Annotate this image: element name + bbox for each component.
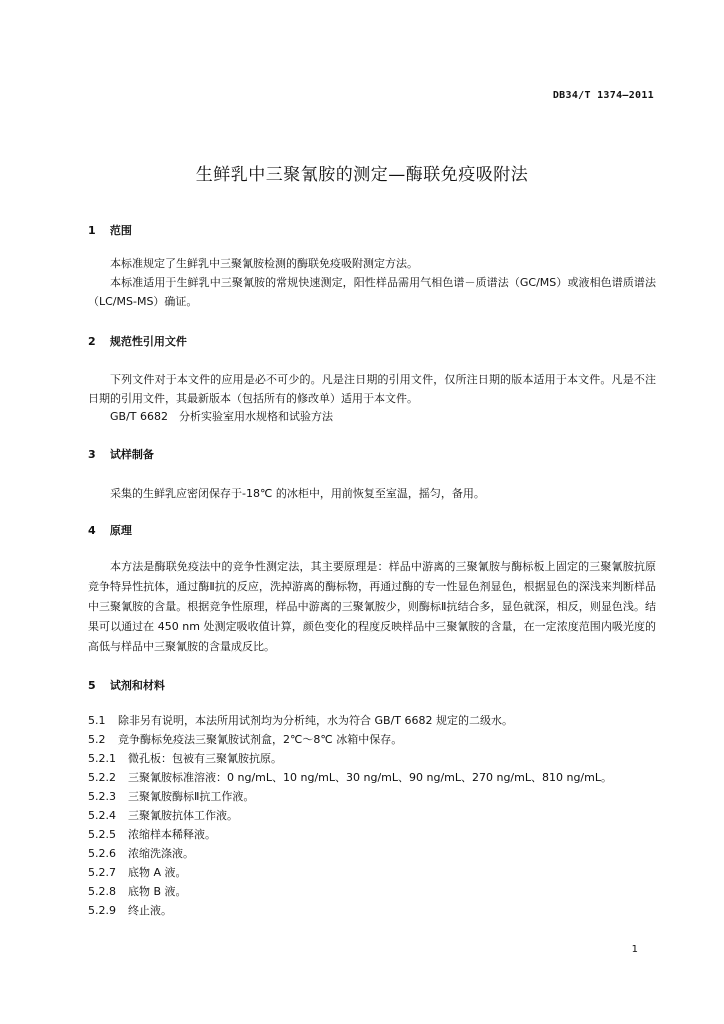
paragraph: 本标准适用于生鲜乳中三聚氰胺的常规快速测定，阳性样品需用气相色谱－质谱法（GC/MS）或液相色谱质谱法（LC/MS-MS）确证。: [88, 276, 656, 308]
list-item: [88, 806, 238, 825]
page-number: 1: [631, 944, 638, 955]
section-title: 试样制备: [109, 448, 154, 461]
item-number: 5.2.9: [88, 904, 116, 917]
list-item: [88, 825, 216, 844]
section-number: 5: [88, 679, 96, 692]
section-4-heading: [88, 522, 132, 538]
paragraph: 采集的生鲜乳应密闭保存于-18℃ 的冰柜中，用前恢复至室温，摇匀，备用。: [110, 487, 485, 500]
section-title: 规范性引用文件: [109, 335, 187, 348]
item-text: 浓缩样本稀释液。: [128, 828, 216, 841]
normative-reference: GB/T 6682 分析实验室用水规格和试验方法: [110, 410, 333, 423]
section-3-heading: [88, 446, 154, 462]
paragraph: 下列文件对于本文件的应用是必不可少的。凡是注日期的引用文件，仅所注日期的版本适用于本文件。凡是不注日期的引用文件，其最新版本（包括所有的修改单）适用于本文件。: [88, 373, 656, 405]
item-text: 三聚氰胺酶标Ⅱ抗工作液。: [128, 790, 255, 803]
list-item: [88, 768, 612, 787]
section-number: 1: [88, 224, 96, 237]
item-number: 5.2.4: [88, 809, 116, 822]
item-text: 三聚氰胺抗体工作液。: [128, 809, 238, 822]
item-text: 竞争酶标免疫法三聚氰胺试剂盒，2℃～8℃ 冰箱中保存。: [118, 733, 403, 746]
item-text: 底物 B 液。: [128, 885, 187, 898]
item-text: 微孔板：包被有三聚氰胺抗原。: [128, 752, 282, 765]
item-text: 浓缩洗涤液。: [128, 847, 194, 860]
list-item: [88, 901, 172, 920]
paragraph: 本标准规定了生鲜乳中三聚氰胺检测的酶联免疫吸附测定方法。: [110, 257, 418, 270]
list-item: [88, 730, 402, 749]
paragraph: 本方法是酶联免疫法中的竞争性测定法，其主要原理是：样品中游离的三聚氰胺与酶标板上固定的三聚氰胺抗原竞争特异性抗体，通过酶Ⅱ抗的反应，洗掉游离的酶标物，再通过酶的专一性显色剂显色，根据显色的深浅来判断样品中三聚氰胺的含量。根据竞争性原理，样品中游离的三聚氰胺少，则酶标Ⅱ抗结合多，显色就深，相反，则显色浅。结果可以通过在 450 nm 处测定吸收值计算，颜色变化的程度反映样品中三聚氰胺的含量，在一定浓度范围内吸光度的高低与样品中三聚氰胺的含量成反比。: [88, 560, 656, 653]
item-number: 5.2.5: [88, 828, 116, 841]
item-text: 三聚氰胺标准溶液：0 ng/mL、10 ng/mL、30 ng/mL、90 ng/mL、270 ng/mL、810 ng/mL。: [128, 771, 612, 784]
section-number: 3: [88, 448, 96, 461]
item-number: 5.2.8: [88, 885, 116, 898]
section-title: 试剂和材料: [109, 679, 165, 692]
list-item: [88, 711, 513, 730]
section-5-heading: [88, 677, 165, 693]
item-number: 5.2: [88, 733, 106, 746]
document-title: 生鲜乳中三聚氰胺的测定—酶联免疫吸附法: [195, 165, 529, 185]
item-number: 5.2.7: [88, 866, 116, 879]
section-1-heading: [88, 222, 132, 238]
section-title: 原理: [109, 524, 132, 537]
standard-code: DB34/T 1374—2011: [552, 90, 654, 101]
item-number: 5.1: [88, 714, 106, 727]
section-number: 4: [88, 524, 96, 537]
item-number: 5.2.6: [88, 847, 116, 860]
item-text: 底物 A 液。: [128, 866, 187, 879]
item-number: 5.2.1: [88, 752, 116, 765]
list-item: [88, 787, 254, 806]
list-item: [88, 863, 187, 882]
item-text: 除非另有说明，本法所用试剂均为分析纯，水为符合 GB/T 6682 规定的二级水。: [118, 714, 513, 727]
section-number: 2: [88, 335, 96, 348]
list-item: [88, 749, 282, 768]
item-text: 终止液。: [128, 904, 172, 917]
list-item: [88, 844, 194, 863]
list-item: [88, 882, 187, 901]
section-2-heading: [88, 333, 187, 349]
item-number: 5.2.3: [88, 790, 116, 803]
section-title: 范围: [109, 224, 132, 237]
item-number: 5.2.2: [88, 771, 116, 784]
